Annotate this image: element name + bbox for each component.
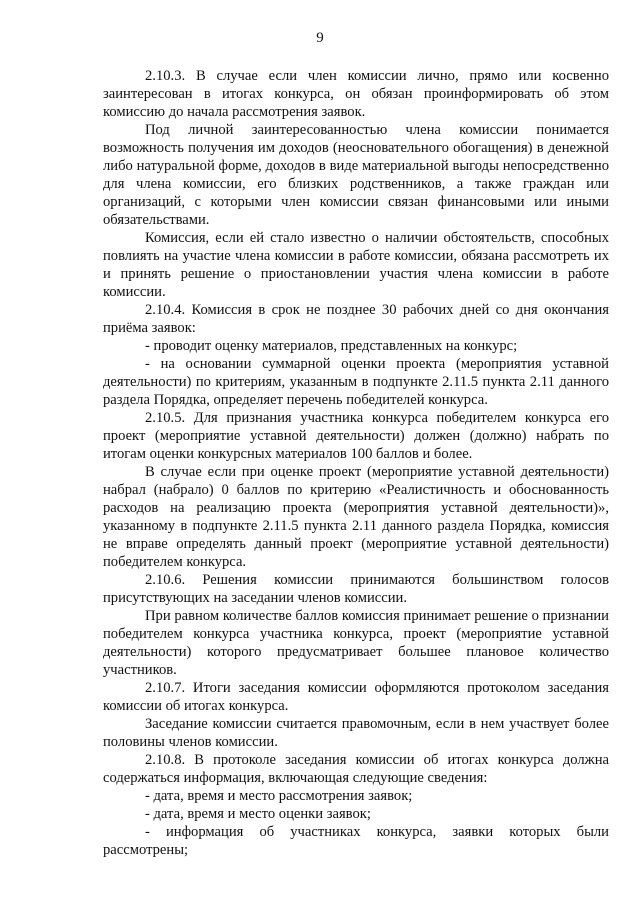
list-item-evaluation: - проводит оценку материалов, представленных на конкурс; — [145, 338, 518, 354]
paragraph-personal-interest: Под личной заинтересованностью члена комиссии понимается возможность получения им доходов (неосновательного обогащения) в денежной либо натуральной форме, доходов в виде материальной выгоды непосредственно для члена комиссии, его близких родственников, а также граждан или организаций, с которыми член комиссии связан финансовыми или иными обязательствами. — [103, 122, 609, 228]
paragraph-2-10-8: 2.10.8. В протоколе заседания комиссии об итогах конкурса должна содержаться информация, включающая следующие сведения: — [103, 752, 609, 786]
paragraph-equal-points: При равном количестве баллов комиссия принимает решение о признании победителем конкурса участника конкурса, проект (мероприятие уставной деятельности) которого предусматривает большее плановое количество участников. — [103, 608, 609, 678]
list-item-review-date: - дата, время и место рассмотрения заявок; — [145, 788, 413, 804]
paragraph-2-10-6: 2.10.6. Решения комиссии принимаются большинством голосов присутствующих на заседании членов комиссии. — [103, 572, 609, 606]
list-item-winners: - на основании суммарной оценки проекта (мероприятия уставной деятельности) по критериям, указанным в подпункте 2.11.5 пункта 2.11 данного раздела Порядка, определяет перечень победителей конкурса. — [103, 356, 609, 408]
page-number: 9 — [316, 30, 324, 46]
paragraph-2-10-7: 2.10.7. Итоги заседания комиссии оформляются протоколом заседания комиссии об итогах конкурса. — [103, 680, 609, 714]
list-item-evaluation-date: - дата, время и место оценки заявок; — [145, 806, 371, 822]
document-body — [103, 67, 609, 859]
paragraph-commission-circumstances: Комиссия, если ей стало известно о наличии обстоятельств, способных повлиять на участие члена комиссии в работе комиссии, обязана рассмотреть их и принять решение о приостановлении участия члена комиссии в работе комиссии. — [103, 230, 609, 300]
paragraph-zero-points: В случае если при оценке проект (мероприятие уставной деятельности) набрал (набрало) 0 баллов по критерию «Реалистичность и обоснованность расходов на реализацию проекта (мероприятия уставной деятельности)», указанному в подпункте 2.11.5 пункта 2.11 данного раздела Порядка, комиссия не вправе определять данный проект (мероприятие уставной деятельности) победителем конкурса. — [103, 464, 609, 570]
paragraph-quorum: Заседание комиссии считается правомочным, если в нем участвует более половины членов комиссии. — [103, 716, 609, 750]
list-item-participants-info: - информация об участниках конкурса, заявки которых были рассмотрены; — [103, 824, 609, 858]
paragraph-2-10-4: 2.10.4. Комиссия в срок не позднее 30 рабочих дней со дня окончания приёма заявок: — [103, 302, 609, 336]
paragraph-2-10-3: 2.10.3. В случае если член комиссии лично, прямо или косвенно заинтересован в итогах конкурса, он обязан проинформировать об этом комиссию до начала рассмотрения заявок. — [103, 68, 609, 120]
paragraph-2-10-5: 2.10.5. Для признания участника конкурса победителем конкурса его проект (мероприятие уставной деятельности) должен (должно) набрать по итогам оценки конкурсных материалов 100 баллов и более. — [103, 410, 609, 462]
